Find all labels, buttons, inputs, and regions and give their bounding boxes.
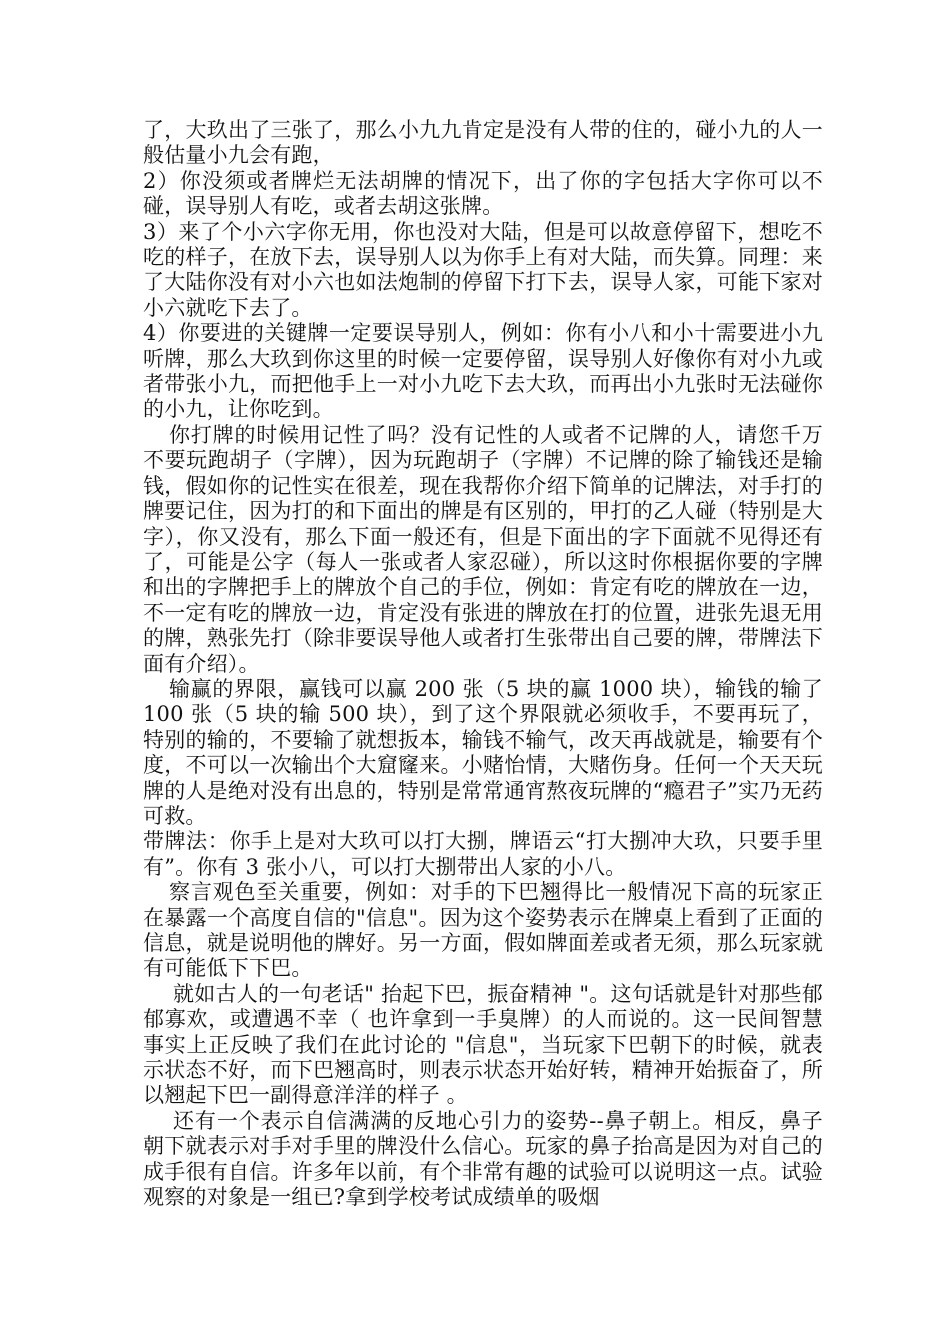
paragraph-nose-posture: 还有一个表示自信满满的反地心引力的姿势--鼻子朝上。相反，鼻子朝下就表示对手对手里的牌没什么信心。玩家的鼻子抬高是因为对自己的成手很有自信。许多年以前，有个非常有趣的试验可以说明这一点。试验观察的对象是一组已?拿到学校考试成绩单的吸烟	[143, 1108, 823, 1210]
paragraph-memory: 你打牌的时候用记性了吗？没有记性的人或者不记牌的人，请您千万不要玩跑胡子（字牌），因为玩跑胡子（字牌）不记牌的除了输钱还是输钱，假如你的记性实在很差，现在我帮你介绍下简单的记牌法，对手打的牌要记住，因为打的和下面出的牌是有区别的，甲打的乙人碰（特别是大字），你又没有，那么下面一般还有，但是下面出的字下面就不见得还有了，可能是公字（每人一张或者人家忍碰），所以这时你根据你要的字牌和出的字牌把手上的牌放个自己的手位，例如：肯定有吃的牌放在一边，不一定有吃的牌放一边，肯定没有张进的牌放在打的位置，进张先退无用的牌，熟张先打（除非要误导他人或者打生张带出自己要的牌，带牌法下面有介绍）。	[143, 422, 823, 676]
paragraph-observation: 察言观色至关重要，例如：对手的下巴翘得比一般情况下高的玩家正在暴露一个高度自信的"信息"。因为这个姿势表示在牌桌上看到了正面的信息，就是说明他的牌好。另一方面，假如牌面差或者无须，那么玩家就有可能低下下巴。	[143, 880, 823, 981]
paragraph-tip-2: 2）你没须或者牌烂无法胡牌的情况下，出了你的字包括大字你可以不碰，误导别人有吃，或者去胡这张牌。	[143, 168, 823, 219]
document-body	[143, 118, 823, 1210]
paragraph-win-loss-limit: 输赢的界限，赢钱可以赢 200 张（5 块的赢 1000 块），输钱的输了 100 张（5 块的输 500 块），到了这个界限就必须收手，不要再玩了，特别的输的，不要输了就想扳本，输钱不输气，改天再战就是，输要有个度，不可以一次输出个大窟窿来。小赌怡情，大赌伤身。任何一个天天玩牌的人是绝对没有出息的，特别是常常通宵熬夜玩牌的“瘾君子”实乃无药可救。	[143, 676, 823, 828]
paragraph-carry-method: 带牌法：你手上是对大玖可以打大捌，牌语云“打大捌冲大玖，只要手里有”。你有 3 张小八，可以打大捌带出人家的小八。	[143, 829, 823, 879]
paragraph-continuation: 了，大玖出了三张了，那么小九九肯定是没有人带的住的，碰小九的人一般估量小九会有跑，	[143, 118, 823, 168]
paragraph-tip-4: 4）你要进的关键牌一定要误导别人，例如：你有小八和小十需要进小九听牌，那么大玖到你这里的时候一定要停留，误导别人好像你有对小九或者带张小九，而把他手上一对小九吃下去大玖，而再出小九张时无法碰你的小九，让你吃到。	[143, 321, 823, 422]
paragraph-tip-3: 3）来了个小六字你无用，你也没对大陆，但是可以故意停留下，想吃不吃的样子，在放下去，误导别人以为你手上有对大陆，而失算。同理：来了大陆你没有对小六也如法炮制的停留下打下去，误导人家，可能下家对小六就吃下去了。	[143, 219, 823, 320]
paragraph-old-saying: 就如古人的一句老话" 抬起下巴，振奋精神 "。这句话就是针对那些郁郁寡欢，或遭遇不幸（ 也许拿到一手臭牌）的人而说的。这一民间智慧事实上正反映了我们在此讨论的 "信息"，当玩家下巴朝下的时候，就表示状态不好，而下巴翘高时，则表示状态开始好转，精神开始振奋了，所以翘起下巴一副得意洋洋的样子 。	[143, 981, 823, 1108]
